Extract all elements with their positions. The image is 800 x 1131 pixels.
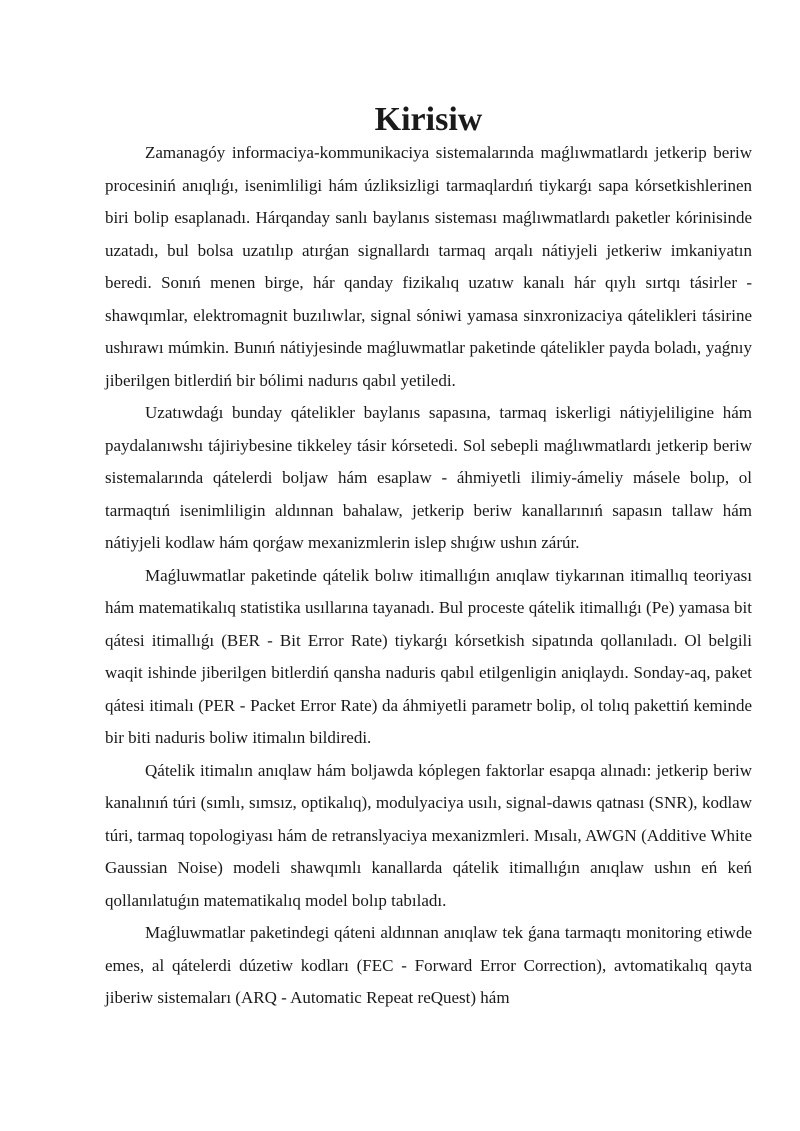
document-page [105,101,752,1015]
paragraph-1: Zamanagóy informaciya-kommunikaciya sistemalarında maǵlıwmatlardı jetkerip beriw procesiniń anıqlıǵı, isenimliligi hám úzliksizligi tarmaqlardıń tiykarǵı sapa kórsetkishlerinen biri bolip esaplanadı. Hárqanday sanlı baylanıs sisteması maǵlıwmatlardı paketler kórinisinde uzatadı, bul bolsa uzatılıp atırǵan signallardı tarmaq arqalı nátiyjeli jetkeriw imkaniyatın beredi. Sonıń menen birge, hár qanday fizikalıq uzatıw kanalı hár qıylı sırtqı tásirler - shawqımlar, elektromagnit buzılıwlar, signal sóniwi yamasa sinxronizaciya qátelikleri tásirine ushırawı múmkin. Bunıń nátiyjesinde maǵluwmatlar paketinde qátelikler payda boladı, yaǵnıy jiberilgen bitlerdiń bir bólimi nadurıs qabıl yetiledi. [105,143,752,390]
paragraph-2: Uzatıwdaǵı bunday qátelikler baylanıs sapasına, tarmaq iskerligi nátiyjeliligine hám paydalanıwshı tájiriybesine tikkeley tásir kórsetedi. Sol sebepli maǵlıwmatlardı jetkerip beriw sistemalarında qátelerdi boljaw hám esaplaw - áhmiyetli ilimiy-ámeliy másele bolıp, ol tarmaqtıń isenimliligin aldınnan bahalaw, jetkerip beriw kanallarınıń sapasın tallaw hám nátiyjeli kodlaw hám qorǵaw mexanizmlerin islep shıǵıw ushın zárúr. [105,403,752,552]
paragraph-3: Maǵluwmatlar paketinde qátelik bolıw itimallıǵın anıqlaw tiykarınan itimallıq teoriyası hám matematikalıq statistika usıllarına tayanadı. Bul proceste qátelik itimallıǵı (Pe) yamasa bit qátesi itimallıǵı (BER - Bit Error Rate) tiykarǵı kórsetkish sipatında qollanıladı. Ol belgili waqit ishinde jiberilgen bitlerdiń qansha naduris qabıl etilgenligin aniqlaydı. Sonday-aq, paket qátesi itimalı (PER - Packet Error Rate) da áhmiyetli parametr bolip, ol tolıq pakettiń keminde bir biti naduris boliw itimalın bildiredi. [105,565,752,747]
document-title: Kirisiw [374,101,483,138]
paragraph-5: Maǵluwmatlar paketindegi qáteni aldınnan anıqlaw tek ǵana tarmaqtı monitoring etiwde emes, al qátelerdi dúzetiw kodları (FEC - Forward Error Correction), avtomatikalıq qayta jiberiw sistemaları (ARQ - Automatic Repeat reQuest) hám [105,923,752,1007]
paragraph-4: Qátelik itimalın anıqlaw hám boljawda kóplegen faktorlar esapqa alınadı: jetkerip beriw kanalınıń túri (sımlı, sımsız, optikalıq), modulyaciya usılı, signal-dawıs qatnası (SNR), kodlaw túri, tarmaq topologiyası hám de retranslyaciya mexanizmleri. Mısalı, AWGN (Additive White Gaussian Noise) modeli shawqımlı kanallarda qátelik itimallıǵın anıqlaw ushın eń keń qollanılatuǵın matematikalıq model bolıp tabıladı. [105,760,752,910]
